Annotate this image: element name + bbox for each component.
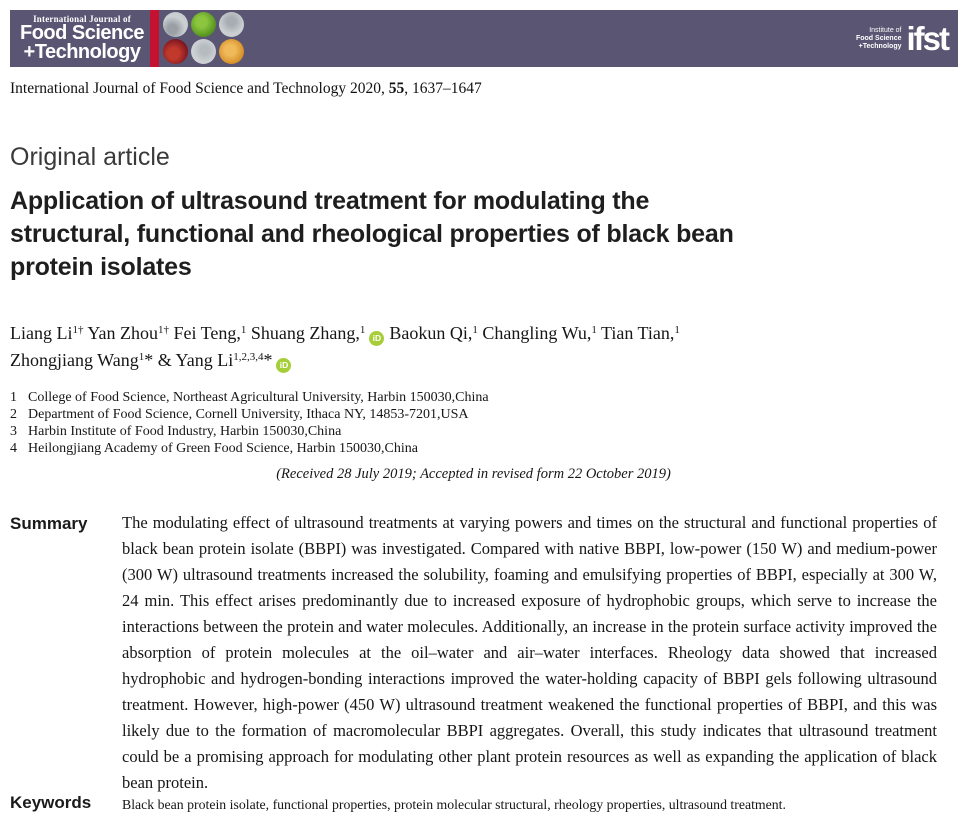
affiliation-number: 2	[10, 407, 17, 422]
journal-banner	[10, 10, 958, 67]
affiliation-number: 3	[10, 424, 17, 439]
orcid-icon[interactable]: iD	[276, 358, 291, 373]
affiliation-row	[10, 406, 489, 423]
journal-logo-line3: +Technology	[23, 41, 141, 63]
red-fruit-circle-icon	[163, 39, 188, 64]
received-accepted-line: (Received 28 July 2019; Accepted in revised form 22 October 2019)	[276, 466, 671, 482]
author-name: Changling Wu,	[477, 323, 592, 343]
author-name: & Yang Li	[153, 350, 234, 370]
green-leaves-circle-icon	[191, 12, 216, 37]
keywords-label: Keywords	[10, 793, 92, 812]
journal-logo-line1: International Journal of	[33, 14, 131, 24]
summary-label: Summary	[10, 514, 88, 533]
affiliation-row	[10, 440, 489, 457]
author-superscript: 1,2,3,4	[233, 351, 264, 363]
author-name: Zhongjiang Wang	[10, 350, 139, 370]
amber-drink-circle-icon	[219, 39, 244, 64]
ifst-logo-line1: Institute of	[869, 26, 902, 34]
affiliation-list	[10, 389, 489, 457]
author-superscript: 1	[472, 324, 478, 336]
author-name: Fei Teng,	[169, 323, 241, 343]
authors-line1	[10, 320, 680, 347]
ifst-logo	[856, 10, 948, 67]
author-superscript: 1	[359, 324, 366, 336]
affiliation-text: Department of Food Science, Cornell University, Ithaca NY, 14853-7201,USA	[28, 407, 469, 422]
affiliation-text: Heilongjiang Academy of Green Food Science, Harbin 150030,China	[28, 441, 418, 456]
author-name: Baokun Qi,	[389, 323, 473, 343]
orcid-icon[interactable]: iD	[369, 331, 384, 346]
author-superscript: 1	[674, 324, 680, 336]
citation-line	[10, 80, 482, 98]
summary-text: The modulating effect of ultrasound treatments at varying powers and times on the structural and functional properties of black bean protein isolate (BBPI) was investigated. Compared with native BBPI, low-power (150 W) and medium-power (300 W) ultrasound treatments increased the solubility, foaming and emulsifying properties of BBPI, especially at 300 W, 24 min. This effect arises predominantly due to increased exposure of hydrophobic groups, which serve to increase the interactions between the protein and water molecules. Additionally, an increase in the protein surface activity improved the absorption of protein molecules at the oil–water and air–water interfaces. Rheology data showed that increased hydrophobic and hydrogen-bonding interactions improved the water-holding capacity of BBPI gels following ultrasound treatment. However, high-power (450 W) ultrasound treatment weakened the functional properties of BBPI, and this was likely due to the formation of macromolecular BBPI aggregates. Overall, this study indicates that ultrasound treatment could be a promising approach for modulating other plant protein resources as well as expanding the application of black bean protein.	[122, 513, 937, 792]
keywords-text: Black bean protein isolate, functional properties, protein molecular structural, rheology properties, ultrasound treatment.	[122, 797, 786, 812]
affiliation-text: College of Food Science, Northeast Agricultural University, Harbin 150030,China	[28, 390, 489, 405]
ifst-logo-text	[856, 27, 902, 51]
corresponding-author-star: *	[263, 350, 273, 370]
article-title-line2: structural, functional and rheological properties of black bean	[10, 220, 734, 248]
citation-volume: 55	[388, 80, 405, 97]
article-title-line1: Application of ultrasound treatment for modulating the	[10, 187, 650, 215]
journal-logo-line2: Food Science	[19, 22, 145, 44]
pea-pod-circle-icon	[191, 39, 216, 64]
affiliation-text: Harbin Institute of Food Industry, Harbin 150030,China	[28, 424, 342, 439]
author-name: Liang Li	[10, 323, 73, 343]
berry-cluster-circle-icon	[219, 12, 244, 37]
author-name: Tian Tian,	[596, 323, 675, 343]
affiliation-number: 4	[10, 441, 17, 456]
author-superscript: 1†	[72, 324, 84, 336]
wheat-grains-circle-icon	[163, 12, 188, 37]
author-superscript: 1†	[158, 324, 169, 336]
author-name: Yan Zhou	[83, 323, 158, 343]
ifst-logo-line2: Food Science	[855, 34, 902, 42]
citation-pages: , 1637–1647	[404, 80, 482, 97]
citation-prefix: International Journal of Food Science and Technology 2020,	[10, 80, 389, 97]
journal-logo	[14, 14, 150, 62]
author-name: Shuang Zhang,	[246, 323, 360, 343]
author-superscript: 1	[240, 324, 247, 336]
ifst-logo-line3: +Technology	[858, 42, 902, 50]
affiliation-row	[10, 423, 489, 440]
authors-line2	[10, 347, 680, 374]
author-list	[10, 320, 680, 374]
author-superscript: 1	[591, 324, 597, 336]
author-superscript: 1	[138, 351, 145, 363]
article-title-line3: protein isolates	[10, 253, 192, 281]
banner-red-stripe	[150, 10, 159, 67]
ifst-wordmark: ifst	[906, 20, 948, 57]
corresponding-author-star: *	[144, 350, 154, 370]
article-title	[10, 185, 734, 284]
affiliation-row	[10, 389, 489, 406]
article-type-label: Original article	[10, 143, 170, 171]
affiliation-number: 1	[10, 390, 17, 405]
